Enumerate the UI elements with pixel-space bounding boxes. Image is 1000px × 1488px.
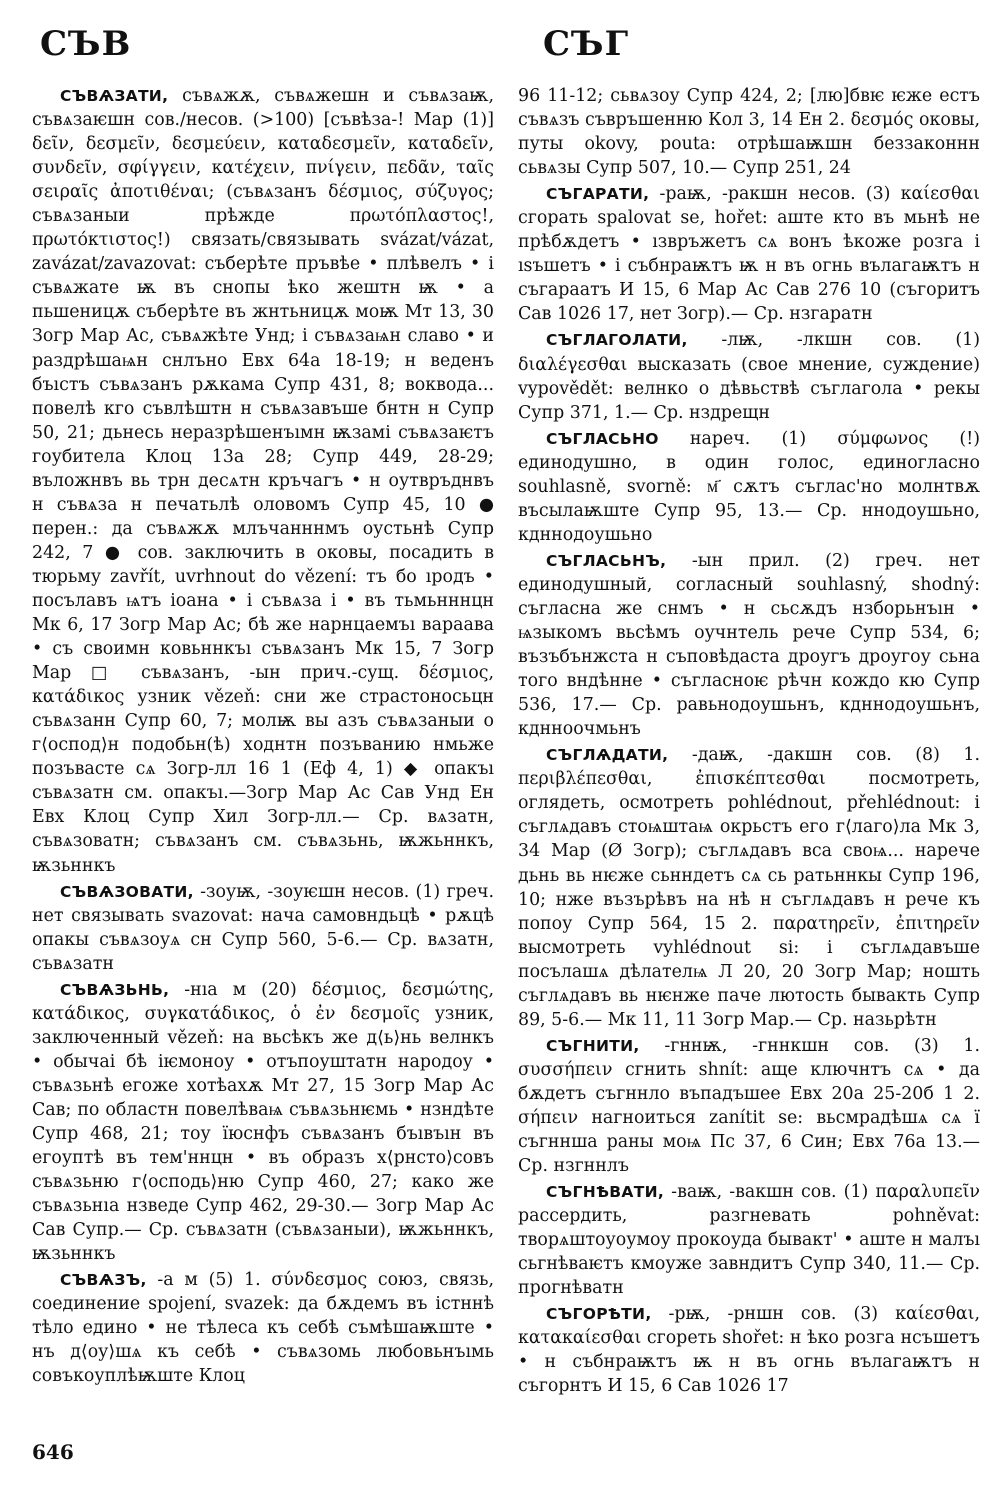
entry-text: -а м (5) 1. σύνδεσμος союз, связь, соединение spojení, svazek: да бѫдемъ въ істннѣ тѣло едино • не тѣлеса къ себѣ съмѣшаѭште • нъ д⟨оу⟩шѧ къ себѣ • съвѧзомь любовьнъıмь совъкоуплѣѭште Клоц [32, 1270, 494, 1387]
left-column [32, 84, 494, 1391]
entry-text: съвѧжѫ, съвѧжешн и съвѧзаѭ, съвѧзаѥшн сов./несов. (>100) [съвѣза-! Мар (1)] δεῖν, δεσμεῖν, δεσμεύειν, καταδεσμεῖν, καταδεῖν, συνδεῖν, σφίγγειν, κατέχειν, πνίγειν, πεδᾶν, ταῖς σειραῖς ἀποτιθέναι; (съвѧзанъ δέσμιος, σύζυγος; съвѧзаныи прѣжде πρωτόπλαστος!, πρωτόκτιστος!) связать/связывать svázat/vázat, zavázat/zavazovat: съберѣте пръвѣе • плѣвелъ • і съвѧжате ѭ въ снопы ѣко жештн ѭ • а пьшеницѫ съберѣте въ жнтьницѫ моѭ Мт 13, 30 Зогр Мар Ас, съвѧжѣте Унд; і съвѧзаѩн славо • и раздрѣшаѩн снлъно Евх 64а 18-19; н веденъ бъıстъ съвѧзанъ рѫкама Супр 431, 8; вокводa... повелѣ кго съвлѣштн н съвѧзавъше бнтн н Супр 50, 21; дьнесь неразрѣшенъıмн ѭзамі съвѧзаѥтъ гоубитела Клоц 13а 28; Супр 449, 28-29; въложнвъ вь трн десѧтн кръчагъ • н оутвръднвъ н съвѧза н печатьлѣ оловомъ Супр 45, 10 ● перен.: да съвѧжѫ млъчанннмъ оустьнѣ Супр 242, 7 ● сов. заключить в оковы, посадить в тюрьму zavřít, uvrhnout do vězení: тъ бо ıродъ • посълавъ ѩтъ іоана • і съвѧза і • въ тьмьнннцн Мк 6, 17 Зогр Мар Ас; бѣ же нарнцаемъı вараава • съ своимн ковьннкъı съвѧзанъ Мк 15, 7 Зогр Мар □ съвѧзанъ, -ын прич.-сущ. δέσμιος, κατάδικος узник vězeň: сни же страстоносьцн съвѧзанн Супр 60, 7; молѭ вы азъ съвѧзаныи о г⟨оспод⟩н подобьн(ѣ) ходнтн позъванию нмьже позъвасте сѧ Зогр-лл 16 1 (Еф 4, 1) ◆ опакъı съвѧзатн см. опакъı.—Зогр Мар Ас Сав Унд Ен Евх Клоц Супр Хил Зогр-лл.— Ср. вѧзатн, съвѧзоватн; съвѧзанъ см. съвѧзьнь, ѭжьннкъ, ѭзьннкъ [32, 86, 494, 876]
dictionary-entry [518, 549, 980, 741]
headword: СЪВѦЗЬНЬ, [60, 980, 170, 999]
entry-text: -раѭ, -ракшн несов. (3) καίεσθαι сгорать spalovat se, hořet: аште кто въ мьнѣ не прѣбѫдетъ • ıзвръжетъ сѧ вонъ ѣкоже розга і ısъшетъ • і събнраѭтъ ѭ н въ огнь вълагаѭтъ н съгараатъ И 15, 6 Мар Ас Сав 276 10 (съгоритъ Сав 1026 17, нет Зогр).— Ср. нзгаратн [518, 184, 980, 325]
entry-text: -даѭ, -дакшн сов. (8) 1. περιβλέπεσθαι, ἐπισκέπτεσθαι посмотреть, оглядеть, осмотреть pohlédnout, přehlédnout: і съглѧдавъ стоѩштаѩ окрьстъ его г⟨лаго⟩ла Мк 3, 34 Мар (Ø Зогр); съглѧдавъ вса своѩ... нарече дьнь вь нѥже сьнндетъ сѧ сь ратьннкы Супр 196, 10; нже възърѣвъ на нѣ н съглѧдавъ н рече къ попоу Супр 564, 15 2. παρατηρεῖν, ἐπιτηρεῖν высмотреть vyhlédnout si: і съглѧдавъше посълашѧ дѣлателѩ Л 20, 20 Зогр Мар; ношть съглѧдавъ вь нѥнже паче лютость бывакть Супр 89, 5-6.— Мк 11, 11 Зогр Мар.— Ср. назьрѣтн [518, 745, 980, 1030]
dictionary-entry [518, 743, 980, 1032]
dictionary-entry [32, 1268, 494, 1388]
right-column [518, 84, 980, 1401]
entry-text: -гннѭ, -гннкшн сов. (3) 1. συσσήπειν сгнить shnít: аще ключнтъ сѧ • да бѫдетъ съгннло въпадъшее Евх 20а 25-20б 1 2. σήπειν нагноиться zanítit se: вьсмрадѣшѧ сѧ ї съгннша раны моѩ Пс 37, 6 Син; Евх 76а 13.— Ср. нзгннлъ [518, 1035, 980, 1177]
dictionary-entry [32, 880, 494, 976]
dictionary-entry [518, 328, 980, 424]
entry-text: -зоуѭ, -зоуѥшн несов. (1) греч. нет связывать svazovat: нача самовндьцѣ • рѫцѣ опакы съвѧзоуѧ сн Супр 560, 5-6.— Ср. вѧзатн, съвѧзатн [32, 881, 494, 974]
headword: СЪГОРѢТИ, [546, 1305, 652, 1324]
headword: СЪВѦЗОВАТИ, [60, 882, 194, 901]
entry-text: нареч. (1) σύμφωνος (!) единодушно, в один голос, единогласно souhlasně, svorně: м҃ сѫтъ съглас'но молнтвѫ въсылаѭште Супр 95, 13.— Ср. ннодоушьно, кдннодоушьно [518, 428, 980, 545]
dictionary-entry [32, 978, 494, 1267]
headword: СЪГЛАСЬНЪ, [546, 551, 667, 570]
entry-text: -нıа м (20) δέσμιος, δεσμώτης, κατάδικος, συγκατάδικος, ὁ ἐν δεσμοῖς узник, заключенный vězeň: на вьсѣкъ же д⟨ь⟩нь велнкъ • обычаі бѣ іѥмоноу • отъпоуштатн народоу • съвѧзьнѣ егоже хотѣахѫ Мт 27, 15 Зогр Мар Ас Сав; по областн повелѣваѩ съвѧзьнѥмь • нзндѣте Супр 468, 21; тоу ïюснфъ съвѧзанъ бъıвъıн въ егоуптѣ въ тем'ннцн • въ образъ х⟨рнсто⟩совъ съвѧзьню г⟨осподь⟩ню Супр 460, 27; како же съвѧзьнıа нзведе Супр 462, 29-30.— Зогр Мар Ас Сав Супр.— Ср. съвѧзатн (съвѧзаныи), ѭжьннкъ, ѭзьннкъ [32, 979, 494, 1265]
headword: СЪГЛАГОЛАТИ, [546, 331, 688, 350]
page-number: 646 [32, 1440, 74, 1464]
dictionary-entry [518, 1034, 980, 1178]
dictionary-entry [518, 1302, 980, 1398]
entry-text: -рѭ, -рншн сов. (3) καίεσθαι, κατακαίεσθαι сгореть shořet: н ѣко розга нсъшетъ • н събнраѭтъ ѭ н въ огнь вълагаѭтъ н съгорнтъ И 15, 6 Сав 1026 17 [518, 1304, 980, 1397]
entry-text: -ваѭ, -вакшн сов. (1) παραλυπεῖν рассердить, разгневать pohněvat: творѧштоуоумоу прокоуда бывакт' • аште н малъı сьгнѣваѥтъ кмоуже завндитъ Супр 340, 11.— Ср. прогнѣватн [518, 1182, 980, 1299]
dictionary-entry [32, 84, 494, 878]
headword: СЪГНИТИ, [546, 1036, 640, 1055]
entry-text: -лѭ, -лкшн сов. (1) διαλέγεσθαι высказать (свое мнение, суждение) vypovědět: велнко о дѣвьствѣ съглагола • рекы Супр 371, 1.— Ср. нздрещн [518, 330, 980, 423]
headword: СЪВѦЗЪ, [60, 1271, 147, 1290]
running-head-right: СЪГ [543, 24, 630, 64]
headword: СЪГНѢВАТИ, [546, 1183, 665, 1202]
headword: СЪГЛѦДАТИ, [546, 746, 669, 765]
entry-text: 96 11-12; сьвѧзоу Супр 424, 2; [лю]бвѥ ѥже естъ съвѧзъ съвръшенню Кол 3, 14 Ен 2. δεσμός оковы, путы okovy, pouta: отрѣшаѭшн беззаконнн сьвѧзы Супр 507, 10.— Супр 251, 24 [518, 86, 980, 179]
dictionary-entry [518, 427, 980, 547]
dictionary-entry [518, 1180, 980, 1300]
entry-text: -ын прил. (2) греч. нет единодушный, согласный souhlasný, shodný: съгласна же снмъ • н сьсѫдъ нзборьнъıн • ѩзыкомъ вьсѣмъ оучнтель рече Супр 534, 6; възъбънжста н съповѣдаста дроугъ дроугоу сьна того вндѣнне • съгласноѥ рѣчн кождо кю Супр 536, 17.— Ср. равьнодоушьнъ, кдннодоушьнъ, кднноочмьнъ [518, 550, 980, 740]
headword: СЪГАРАТИ, [546, 185, 650, 204]
headword: СЪГЛАСЬНО [546, 429, 659, 448]
dictionary-entry [518, 182, 980, 326]
dictionary-entry-continued [518, 84, 980, 180]
headword: СЪВѦЗАТИ, [60, 87, 169, 105]
running-head-left: СЪВ [40, 24, 132, 64]
